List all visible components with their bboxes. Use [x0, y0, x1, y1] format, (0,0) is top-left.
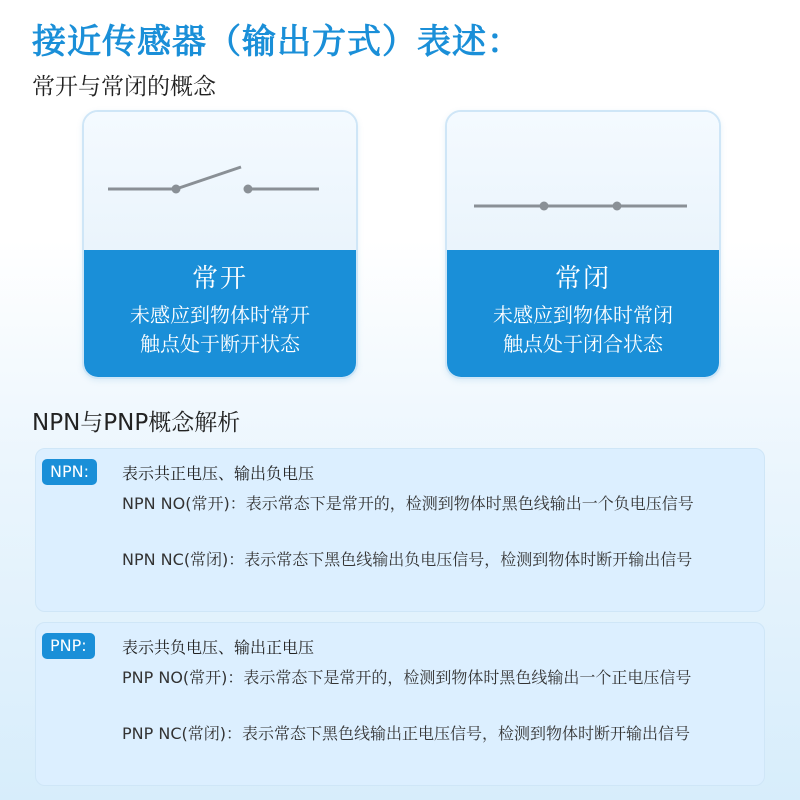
pnp-headline: 表示共负电压、输出正电压 — [122, 638, 315, 657]
section-title-npn-pnp: NPN与PNP概念解析 — [32, 410, 241, 436]
normally-open-desc-line1: 未感应到物体时常开 — [130, 303, 310, 327]
normally-closed-desc — [447, 301, 719, 359]
pnp-nc-text: PNP NC(常闭)：表示常态下黑色线输出正电压信号，检测到物体时断开输出信号 — [122, 724, 690, 743]
normally-closed-label-area — [447, 250, 719, 377]
normally-closed-name: 常闭 — [554, 264, 611, 294]
open-switch-contact — [244, 185, 253, 194]
normally-open-diagram — [84, 112, 356, 250]
pnp-no-text: PNP NO(常开)：表示常态下是常开的，检测到物体时黑色线输出一个正电压信号 — [122, 668, 692, 687]
npn-headline: 表示共正电压、输出负电压 — [122, 464, 315, 483]
normally-closed-card — [445, 110, 721, 379]
normally-closed-desc-line1: 未感应到物体时常闭 — [493, 303, 673, 327]
open-switch-blade — [176, 167, 241, 189]
normally-closed-desc-line2: 触点处于闭合状态 — [503, 332, 663, 356]
closed-switch-contact-left — [540, 202, 549, 211]
npn-no-text: NPN NO(常开)：表示常态下是常开的，检测到物体时黑色线输出一个负电压信号 — [122, 494, 694, 513]
open-switch-pivot — [172, 185, 181, 194]
open-switch-icon — [84, 112, 356, 250]
normally-open-card — [82, 110, 358, 379]
pnp-panel — [35, 622, 765, 786]
normally-closed-diagram — [447, 112, 719, 250]
npn-badge: NPN: — [42, 459, 97, 485]
npn-panel — [35, 448, 765, 612]
section-title-concepts: 常开与常闭的概念 — [32, 74, 216, 100]
normally-open-desc-line2: 触点处于断开状态 — [140, 332, 300, 356]
closed-switch-icon — [447, 112, 719, 250]
normally-open-label-area — [84, 250, 356, 377]
normally-open-desc — [84, 301, 356, 359]
page-title: 接近传感器（输出方式）表述： — [32, 22, 522, 62]
normally-open-name: 常开 — [191, 264, 248, 294]
closed-switch-contact-right — [613, 202, 622, 211]
npn-nc-text: NPN NC(常闭)：表示常态下黑色线输出负电压信号，检测到物体时断开输出信号 — [122, 550, 693, 569]
pnp-badge: PNP: — [42, 633, 95, 659]
